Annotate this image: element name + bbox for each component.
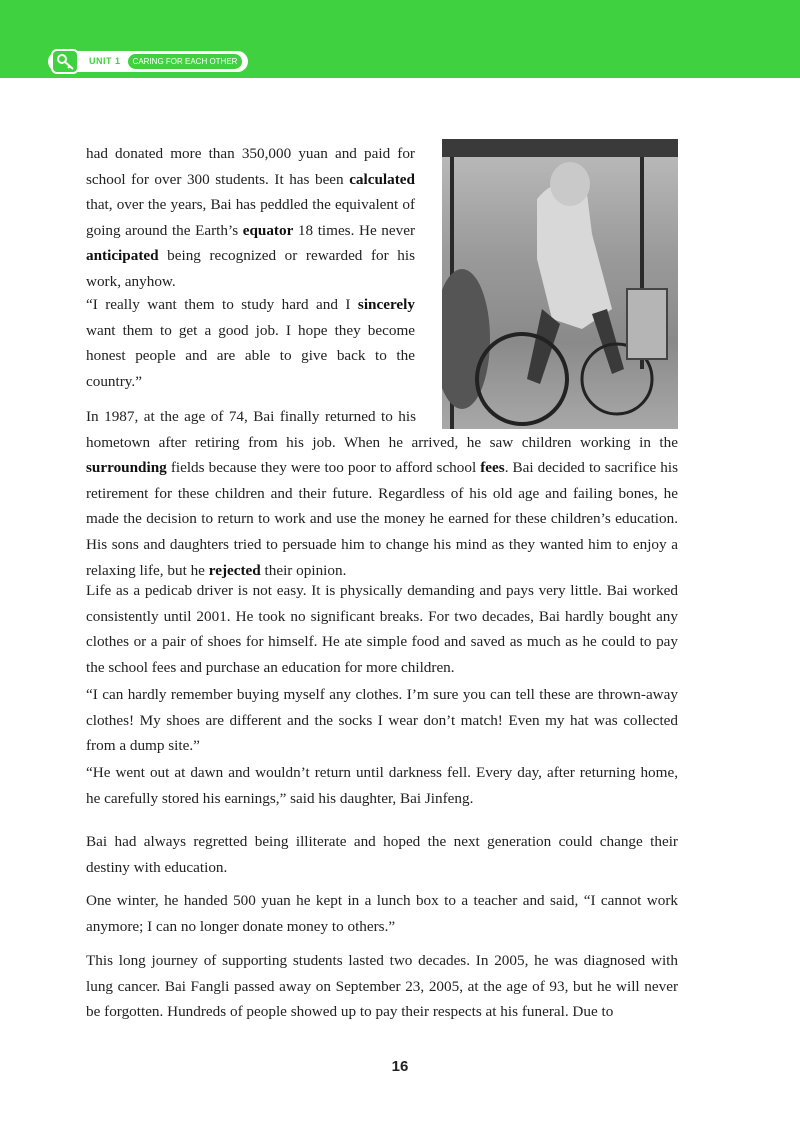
paragraph-text: Life as a pedicab driver is not easy. It is physically demanding and pays very little. Bai worked consistently until 2001. He took no significant breaks. For two decades, Bai hardly bought any clothes or a pair of shoes for himself. He ate simple food and saved as much as he could to pay the school fees and purchase an education for more children. (86, 582, 678, 676)
key-icon (51, 49, 79, 74)
text-run: want them to get a good job. I hope they become honest people and are able to give back to the country.” (86, 321, 415, 390)
text-run: In 1987, at the age of 74, Bai finally returned to his hometown after retiring from his job. When he arrived, he saw children working in the (86, 408, 678, 451)
unit-title: CARING FOR EACH OTHER (128, 54, 242, 69)
paragraph-1 (86, 141, 415, 295)
paragraph-7 (86, 829, 678, 880)
paragraph-text: One winter, he handed 500 yuan he kept in a lunch box to a teacher and said, “I cannot work anymore; I can no longer donate money to others.” (86, 892, 678, 935)
paragraph-3 (86, 404, 678, 583)
vocab-word: sincerely (357, 296, 415, 313)
paragraph-4 (86, 578, 678, 680)
paragraph-text: “He went out at dawn and wouldn’t return until darkness fell. Every day, after returning home, he carefully stored his earnings,” said his daughter, Bai Jinfeng. (86, 764, 678, 807)
paragraph-6 (86, 760, 678, 811)
paragraph-2 (86, 292, 415, 394)
text-run: being recognized or rewarded for his work, anyhow. (86, 247, 415, 290)
text-run: 18 times. He never (293, 221, 416, 239)
text-run: . Bai decided to sacrifice his retirement for these children and their future. Regardless of his old age and failing bones, he made the decision to return to work and use the money he earned for these children’s education. His sons and daughters tried to persuade him to change his mind as they wanted him to enjoy a relaxing life, but he (86, 459, 678, 579)
vocab-word: anticipated (86, 247, 159, 265)
text-run: that, over the years, Bai has peddled the equivalent of going around the Earth’s (86, 196, 415, 239)
paragraph-5 (86, 682, 678, 759)
pedicab-photo (442, 139, 678, 429)
vocab-word: rejected (208, 561, 261, 579)
vocab-word: calculated (349, 170, 415, 188)
paragraph-9 (86, 948, 678, 1025)
text-run: their opinion. (260, 561, 347, 579)
paragraph-8 (86, 888, 678, 939)
text-run: “I really want them to study hard and I (86, 296, 358, 313)
page-number: 16 (391, 1058, 409, 1075)
vocab-word: fees (480, 459, 505, 477)
unit-label: UNIT 1 (89, 56, 121, 66)
paragraph-text: Bai had always regretted being illiterate and hoped the next generation could change their destiny with education. (86, 833, 678, 876)
text-run: fields because they were too poor to afford school (166, 459, 481, 477)
vocab-word: equator (242, 221, 294, 239)
vocab-word: surrounding (86, 459, 167, 477)
paragraph-text: “I can hardly remember buying myself any clothes. I’m sure you can tell these are thrown-away clothes! My shoes are different and the socks I wear don’t match! Even my hat was collected from a dump site.” (86, 686, 678, 755)
text-run: had donated more than 350,000 yuan and paid for school for over 300 students. It has been (86, 145, 415, 188)
paragraph-text: This long journey of supporting students lasted two decades. In 2005, he was diagnosed with lung cancer. Bai Fangli passed away on September 23, 2005, at the age of 93, but he will never be forgotten. Hundreds of people showed up to pay their respects at his funeral. Due to (86, 952, 678, 1021)
